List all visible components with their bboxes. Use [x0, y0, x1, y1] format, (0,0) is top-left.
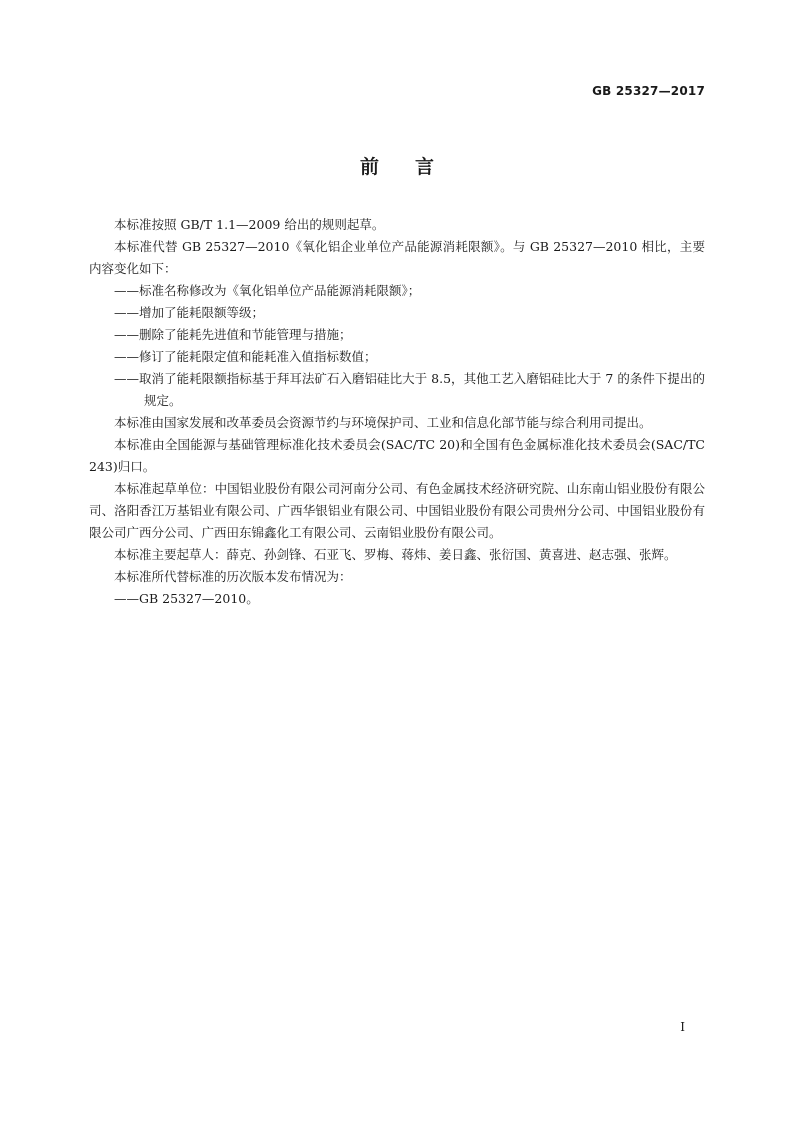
paragraph-drafters: 本标准主要起草人：薛克、孙剑锋、石亚飞、罗梅、蒋炜、姜日鑫、张衍国、黄喜进、赵志强、张辉。: [114, 547, 677, 562]
paragraph-drafting-units: 本标准起草单位：中国铝业股份有限公司河南分公司、有色金属技术经济研究院、山东南山铝业股份有限公司、洛阳香江万基铝业有限公司、广西华银铝业有限公司、中国铝业股份有限公司贵州分公司、中国铝业股份有限公司广西分公司、广西田东锦鑫化工有限公司、云南铝业股份有限公司。: [89, 481, 705, 540]
paragraph-history-intro: 本标准所代替标准的历次版本发布情况为：: [114, 569, 352, 584]
paragraph-proposer: 本标准由国家发展和改革委员会资源节约与环境保护司、工业和信息化部节能与综合利用司提出。: [114, 415, 652, 430]
page-number: I: [680, 1020, 685, 1034]
change-item-grades: ——增加了能耗限额等级；: [114, 305, 265, 320]
page-title: 前言: [359, 156, 470, 178]
history-item: ——GB 25327—2010。: [114, 591, 259, 606]
change-item-revise: ——修订了能耗限定值和能耗准入值指标数值；: [114, 349, 377, 364]
change-item-cancel: ——取消了能耗限额指标基于拜耳法矿石入磨铝硅比大于 8.5，其他工艺入磨铝硅比大于 7 的条件下提出的规定。: [114, 371, 705, 408]
change-item-delete: ——删除了能耗先进值和节能管理与措施；: [114, 327, 352, 342]
paragraph-drafting-rules: 本标准按照 GB/T 1.1—2009 给出的规则起草。: [114, 217, 385, 232]
paragraph-attribution: 本标准由全国能源与基础管理标准化技术委员会(SAC/TC 20)和全国有色金属标准化技术委员会(SAC/TC 243)归口。: [89, 437, 705, 474]
standard-number: GB 25327—2017: [592, 84, 705, 98]
document-body: [89, 214, 705, 610]
change-item-rename: ——标准名称修改为《氧化铝单位产品能源消耗限额》；: [114, 283, 421, 298]
paragraph-replacement: 本标准代替 GB 25327—2010《氧化铝企业单位产品能源消耗限额》。与 GB 25327—2010 相比，主要内容变化如下：: [89, 239, 705, 276]
